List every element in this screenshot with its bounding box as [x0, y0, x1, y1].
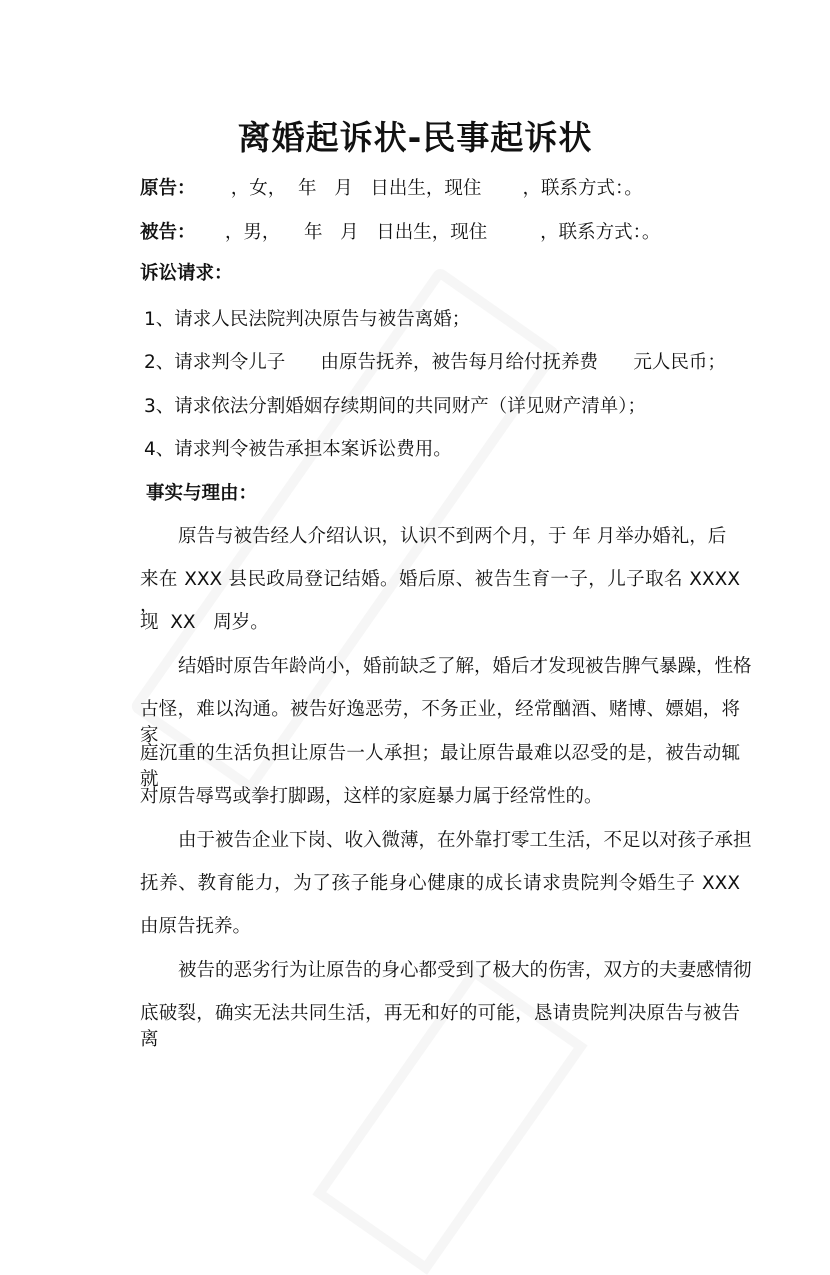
facts-line: 抚养、教育能力，为了孩子能身心健康的成长请求贵院判令婚生子 XXX — [140, 873, 740, 894]
facts-heading: 事实与理由： — [146, 483, 258, 504]
facts-line-text: 原告与被告经人介绍认识，认识不到两个月，于 年 月举办婚礼，后 — [178, 526, 727, 547]
claim-item: 1、请求人民法院判决原告与被告离婚； — [144, 309, 471, 330]
facts-line: 由原告抚养。 — [140, 916, 252, 937]
claim-item: 4、请求判令被告承担本案诉讼费用。 — [144, 439, 452, 460]
document-title: 离婚起诉状-民事起诉状 — [237, 118, 593, 157]
claim-item: 2、请求判令儿子 由原告抚养，被告每月给付抚养费 元人民币； — [144, 352, 726, 373]
facts-line: 对原告辱骂或拳打脚踢，这样的家庭暴力属于经常性的。 — [140, 786, 603, 807]
facts-line — [178, 524, 740, 550]
facts-line: 由于被告企业下岗、收入微薄，在外靠打零工生活，不足以对孩子承担 — [178, 830, 752, 851]
defendant-label: 被告： — [140, 222, 196, 243]
plaintiff-label: 原告： — [140, 178, 196, 199]
facts-line: 来在 XXX 县民政局登记结婚。婚后原、被告生育一子，儿子取名 XXXX ， — [140, 569, 740, 616]
claims-heading: 诉讼请求： — [140, 263, 233, 284]
facts-line: 庭沉重的生活负担让原告一人承担；最让原告最难以忍受的是，被告动辄就 — [140, 743, 740, 790]
plaintiff-text: ，女， 年 月 日出生，现住 ，联系方式：。 — [195, 178, 643, 199]
plaintiff-line — [140, 176, 643, 202]
defendant-text: ，男， 年 月 日出生，现住 ，联系方式：。 — [195, 222, 661, 243]
claim-item: 3、请求依法分割婚姻存续期间的共同财产（详见财产清单）； — [144, 396, 647, 417]
facts-line: 古怪，难以沟通。被告好逸恶劳，不务正业，经常酗酒、赌博、嫖娼，将家 — [140, 699, 740, 746]
facts-line: 底破裂，确实无法共同生活，再无和好的可能，恳请贵院判决原告与被告离 — [140, 1003, 740, 1050]
facts-line: 现 XX 周岁。 — [140, 612, 269, 633]
defendant-line — [140, 220, 660, 246]
facts-line: 被告的恶劣行为让原告的身心都受到了极大的伤害，双方的夫妻感情彻 — [178, 960, 752, 981]
facts-line: 结婚时原告年龄尚小，婚前缺乏了解，婚后才发现被告脾气暴躁，性格 — [178, 656, 752, 677]
